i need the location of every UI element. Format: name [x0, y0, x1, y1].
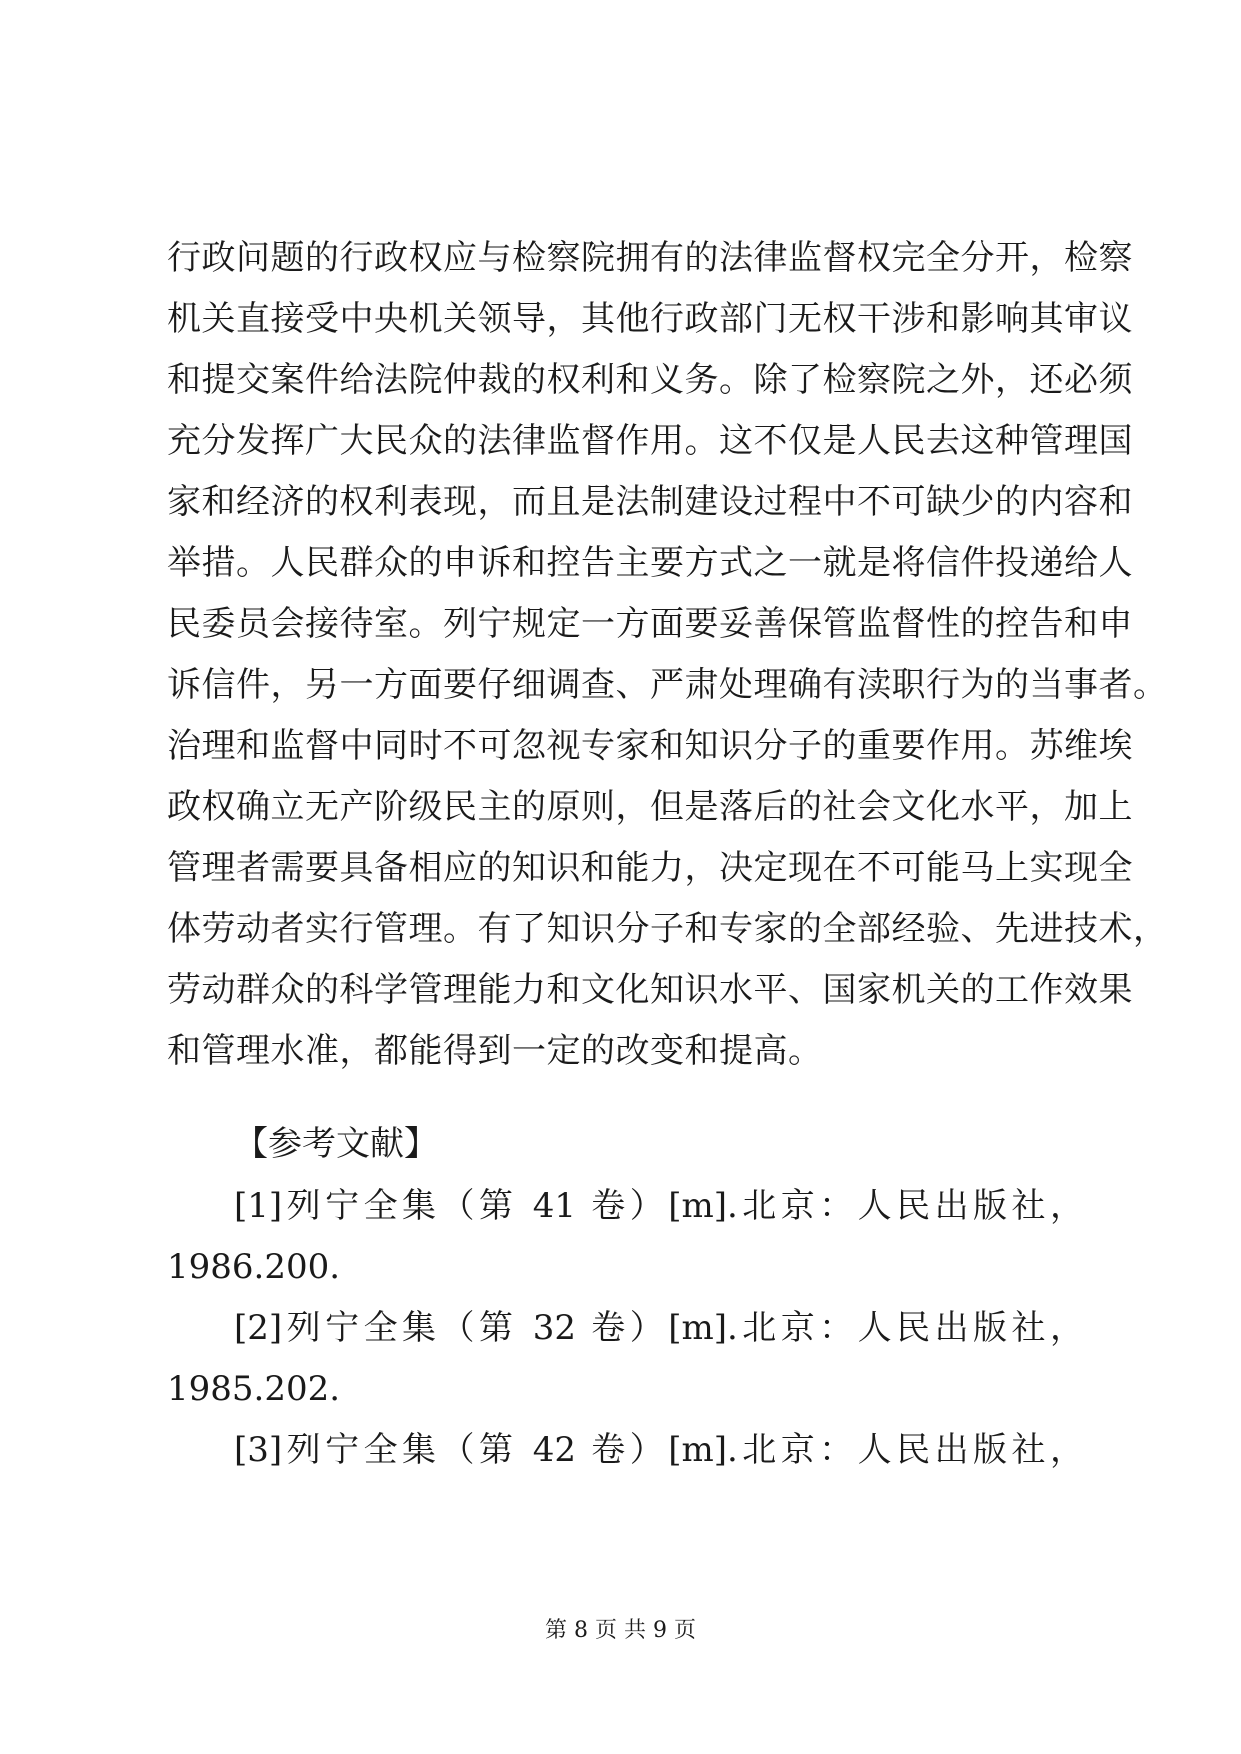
- body-line: 和管理水准，都能得到一定的改变和提高。: [167, 1031, 823, 1071]
- reference-item: [167, 1176, 1084, 1298]
- reference-line: 1985.202.: [167, 1369, 341, 1409]
- reference-line: 1986.200.: [167, 1247, 341, 1287]
- body-line: 政权确立无产阶级民主的原则，但是落后的社会文化水平，加上: [167, 787, 1133, 827]
- body-line: 举措。人民群众的申诉和控告主要方式之一就是将信件投递给人: [167, 543, 1133, 583]
- body-line: 行政问题的行政权应与检察院拥有的法律监督权完全分开，检察: [167, 238, 1133, 278]
- body-line: 体劳动者实行管理。有了知识分子和专家的全部经验、先进技术，: [167, 909, 1168, 949]
- page-footer: 第 8 页 共 9 页: [545, 1618, 696, 1643]
- body-line: 充分发挥广大民众的法律监督作用。这不仅是人民去这种管理国: [167, 421, 1133, 461]
- body-line: 劳动群众的科学管理能力和文化知识水平、国家机关的工作效果: [167, 970, 1133, 1010]
- body-line: 诉信件，另一方面要仔细调查、严肃处理确有渎职行为的当事者。: [167, 665, 1168, 705]
- references-heading: 【参考文献】: [234, 1124, 438, 1164]
- body-line: 民委员会接待室。列宁规定一方面要妥善保管监督性的控告和申: [167, 604, 1133, 644]
- reference-line: [2]列宁全集（第 32 卷）[m].北京：人民出版社，: [234, 1308, 1084, 1348]
- body-line: 和提交案件给法院仲裁的权利和义务。除了检察院之外，还必须: [167, 360, 1133, 400]
- body-line: 家和经济的权利表现，而且是法制建设过程中不可缺少的内容和: [167, 482, 1133, 522]
- reference-line: [1]列宁全集（第 41 卷）[m].北京：人民出版社，: [234, 1186, 1084, 1226]
- reference-line: [3]列宁全集（第 42 卷）[m].北京：人民出版社，: [234, 1430, 1084, 1470]
- body-line: 机关直接受中央机关领导，其他行政部门无权干涉和影响其审议: [167, 299, 1133, 339]
- body-line: 管理者需要具备相应的知识和能力，决定现在不可能马上实现全: [167, 848, 1133, 888]
- body-paragraph: [167, 228, 1168, 1082]
- reference-item: [167, 1298, 1084, 1420]
- reference-item: [167, 1420, 1084, 1481]
- body-line: 治理和监督中同时不可忽视专家和知识分子的重要作用。苏维埃: [167, 726, 1133, 766]
